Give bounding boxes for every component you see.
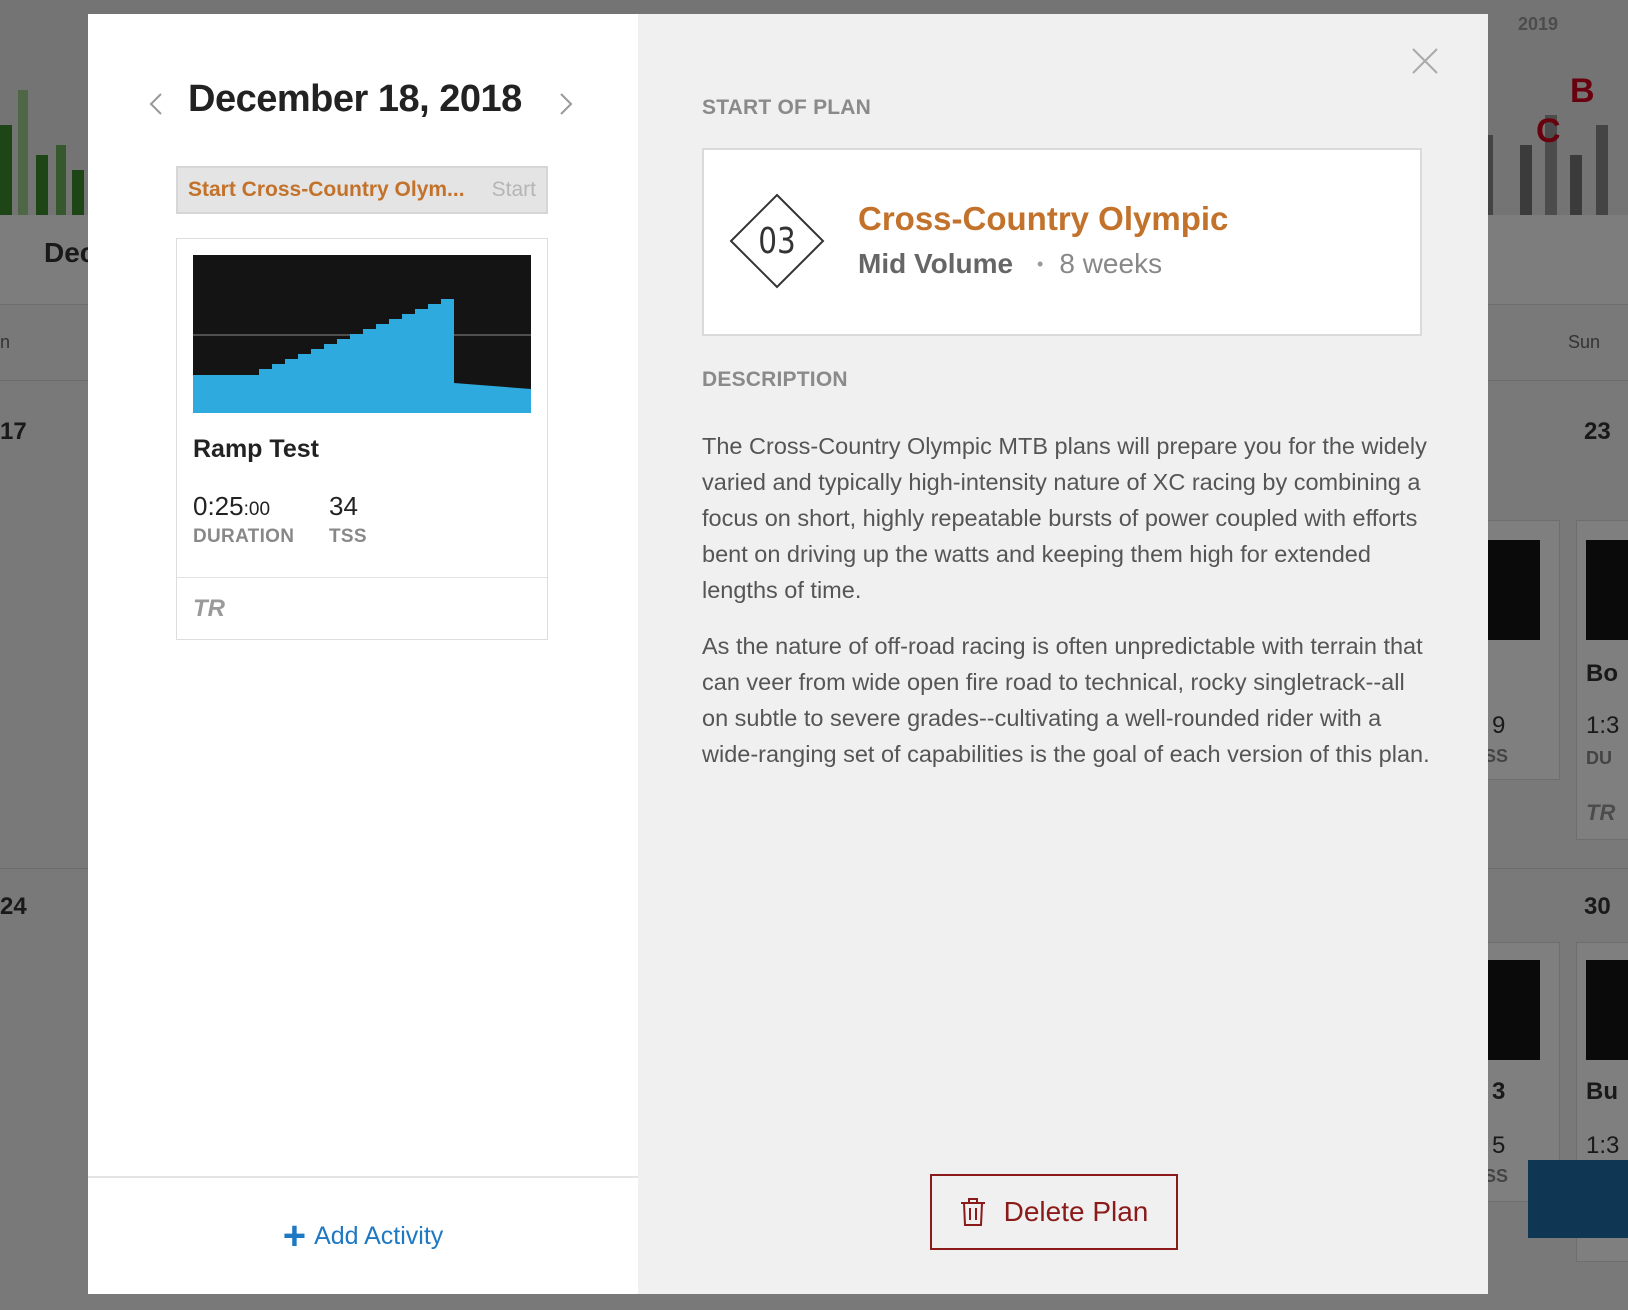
duration-label: DURATION bbox=[193, 526, 295, 547]
plan-start-banner[interactable] bbox=[176, 166, 548, 214]
plan-description bbox=[702, 428, 1430, 792]
trash-icon bbox=[960, 1197, 986, 1227]
duration-seconds: :00 bbox=[243, 499, 271, 520]
close-icon[interactable] bbox=[1410, 46, 1440, 76]
day-panel bbox=[88, 14, 638, 1294]
plan-detail-panel bbox=[638, 14, 1488, 1294]
meta-separator: • bbox=[1037, 253, 1044, 274]
plan-number-badge bbox=[728, 192, 826, 290]
description-paragraph: As the nature of off-road racing is often unpredictable with terrain that can veer from wide open fire road to technical, rocky singletrack--all on subtle to severe grades--cultivating a well-rounded rider with a wide-ranging set of capabilities is the goal of each version of this plan. bbox=[702, 633, 1430, 767]
workout-profile-graph bbox=[193, 255, 531, 413]
workout-profile-svg bbox=[193, 255, 531, 413]
plan-meta bbox=[858, 248, 1162, 280]
plus-icon: + bbox=[282, 1214, 307, 1258]
workout-name: Ramp Test bbox=[193, 435, 319, 463]
tss-stat bbox=[329, 491, 367, 548]
ramp-profile-shape bbox=[193, 299, 531, 413]
description-paragraph: The Cross-Country Olympic MTB plans will prepare you for the widely varied and typically high-intensity nature of XC racing by combining a focus on short, highly repeatable bursts of power coupled with efforts bent on driving up the watts and keeping them high for extended lengths of time. bbox=[702, 433, 1427, 603]
day-detail-modal bbox=[88, 14, 1488, 1294]
workout-card[interactable] bbox=[176, 238, 548, 640]
tss-label: TSS bbox=[329, 526, 367, 547]
date-navigation bbox=[88, 74, 638, 134]
add-activity-label: Add Activity bbox=[314, 1221, 444, 1250]
description-label: DESCRIPTION bbox=[702, 368, 848, 391]
chevron-left-icon[interactable] bbox=[146, 86, 166, 122]
start-of-plan-label: START OF PLAN bbox=[702, 96, 872, 119]
trainerroad-logo: TR bbox=[193, 594, 225, 622]
delete-plan-label: Delete Plan bbox=[1003, 1196, 1149, 1227]
plan-card[interactable] bbox=[702, 148, 1422, 336]
plan-weeks: 8 weeks bbox=[1059, 248, 1163, 279]
date-title: December 18, 2018 bbox=[188, 78, 522, 120]
tss-value: 34 bbox=[329, 491, 358, 521]
duration-stat bbox=[193, 491, 294, 548]
duration-value: 0:25 bbox=[193, 491, 244, 521]
plan-badge-number: 03 bbox=[758, 220, 796, 262]
plan-volume: Mid Volume bbox=[858, 248, 1014, 279]
workout-card-footer bbox=[177, 577, 547, 639]
plan-start-name: Start Cross-Country Olym... bbox=[188, 178, 465, 201]
delete-plan-button[interactable] bbox=[930, 1174, 1178, 1250]
plan-start-tag: Start bbox=[491, 178, 536, 201]
plan-name: Cross-Country Olympic bbox=[858, 200, 1229, 237]
left-panel-footer bbox=[88, 1176, 638, 1294]
add-activity-button[interactable] bbox=[283, 1216, 444, 1256]
chevron-right-icon[interactable] bbox=[556, 86, 576, 122]
